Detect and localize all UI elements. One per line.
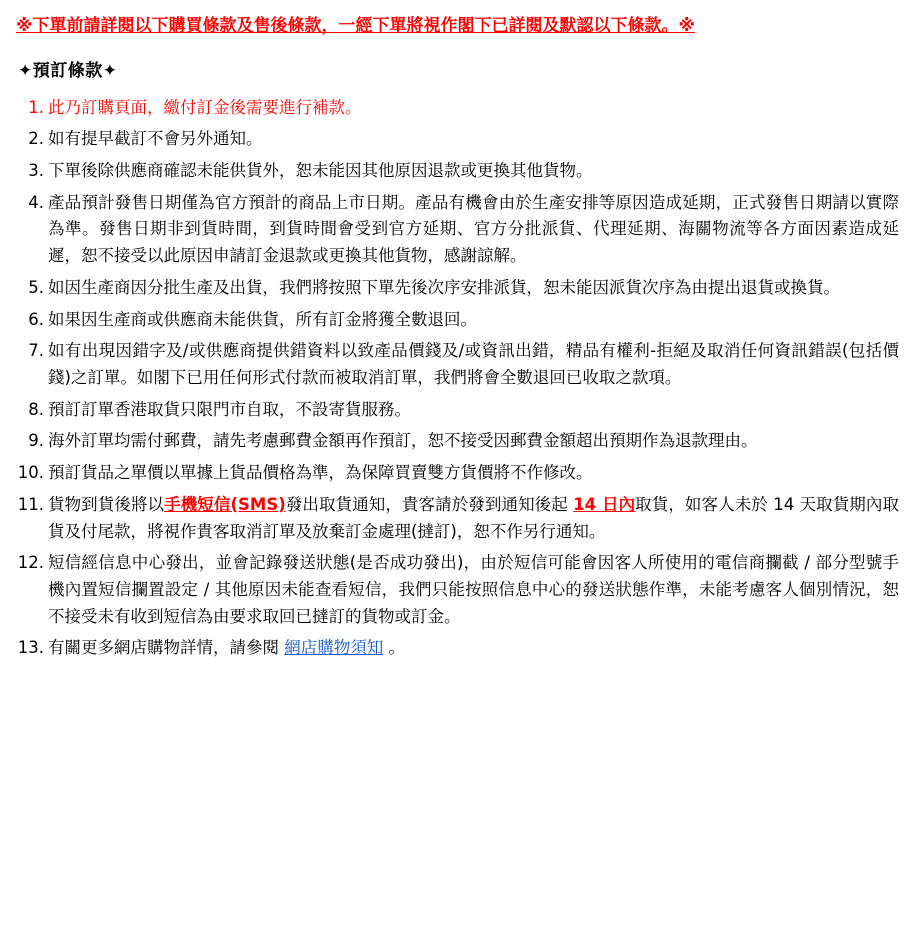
- term-text: 預訂貨品之單價以單據上貨品價格為準，為保障買賣雙方貨價將不作修改。: [48, 463, 593, 483]
- term-item: [14, 428, 899, 455]
- section-title-preorder-terms: ✦預訂條款✦: [18, 60, 118, 81]
- term-item: [14, 307, 899, 334]
- term-item: [14, 635, 899, 662]
- term-item: [14, 550, 899, 630]
- term-text: 取貨，如客人未於 14 天取貨期內取貨及付尾款，將視作貴客取消訂單及放棄訂金處理(撻訂)，恕不作另行通知。: [48, 494, 899, 541]
- term-item: [14, 275, 899, 302]
- term-text: 產品預計發售日期僅為官方預計的商品上市日期。產品有機會由於生產安排等原因造成延期，正式發售日期請以實際為準。發售日期非到貨時間，到貨時間會受到官方延期、官方分批派貨、代理延期、海關物流等各方面因素造成延遲，恕不接受以此原因申請訂金退款或更換其他貨物，感謝諒解。: [48, 192, 899, 266]
- terms-list: [14, 95, 899, 663]
- term-item: [14, 397, 899, 424]
- term-item: [14, 338, 899, 391]
- term-text: 如有出現因錯字及/或供應商提供錯資料以致產品價錢及/或資訊出錯，精品有權利-拒絕及取消任何資訊錯誤(包括價錢)之訂單。如閣下已用任何形式付款而被取消訂單，我們將會全數退回已收取之款項。: [48, 341, 899, 387]
- term-text: 此乃訂購頁面，繳付訂金後需要進行補款。: [48, 97, 362, 117]
- warning-headline: ※下單前請詳閱以下購買條款及售後條款，一經下單將視作閣下已詳閱及默認以下條款。※: [16, 16, 696, 36]
- term-text: 。: [383, 638, 405, 658]
- term-item: [14, 460, 899, 487]
- term-text: 海外訂單均需付郵費，請先考慮郵費金額再作預訂，恕不接受因郵費金額超出預期作為退款理由。: [48, 431, 758, 451]
- term-item: [14, 190, 899, 270]
- term-text: 如因生產商因分批生產及出貨，我們將按照下單先後次序安排派貨，恕未能因派貨次序為由提出退貨或換貨。: [48, 277, 840, 297]
- term-text: 短信經信息中心發出，並會記錄發送狀態(是否成功發出)，由於短信可能會因客人所使用的電信商攔截 / 部分型號手機內置短信攔置設定 / 其他原因未能查看短信，我們只能按照信息中心的發送狀態作準，未能考慮客人個別情況，恕不接受未有收到短信為由要求取回已撻訂的貨物或訂金。: [48, 553, 899, 626]
- highlight-text: 14 日內: [573, 494, 636, 514]
- highlight-text: 手機短信(SMS): [164, 494, 286, 514]
- term-text: 有關更多網店購物詳情，請參閱: [48, 638, 285, 658]
- term-item: [14, 158, 899, 185]
- term-text: 如有提早截訂不會另外通知。: [48, 129, 263, 149]
- term-item: [14, 492, 899, 545]
- term-text: 如果因生產商或供應商未能供貨，所有訂金將獲全數退回。: [48, 309, 477, 329]
- term-text: 貨物到貨後將以: [48, 494, 165, 514]
- term-text: 下單後除供應商確認未能供貨外，恕未能因其他原因退款或更換其他貨物。: [48, 160, 593, 180]
- term-item: [14, 126, 899, 153]
- shopping-guide-link[interactable]: 網店購物須知: [284, 638, 384, 658]
- term-text: 預訂訂單香港取貨只限門市自取，不設寄貨服務。: [48, 399, 411, 419]
- term-text: 發出取貨通知，貴客請於發到通知後起: [285, 494, 574, 514]
- term-item: [14, 95, 899, 122]
